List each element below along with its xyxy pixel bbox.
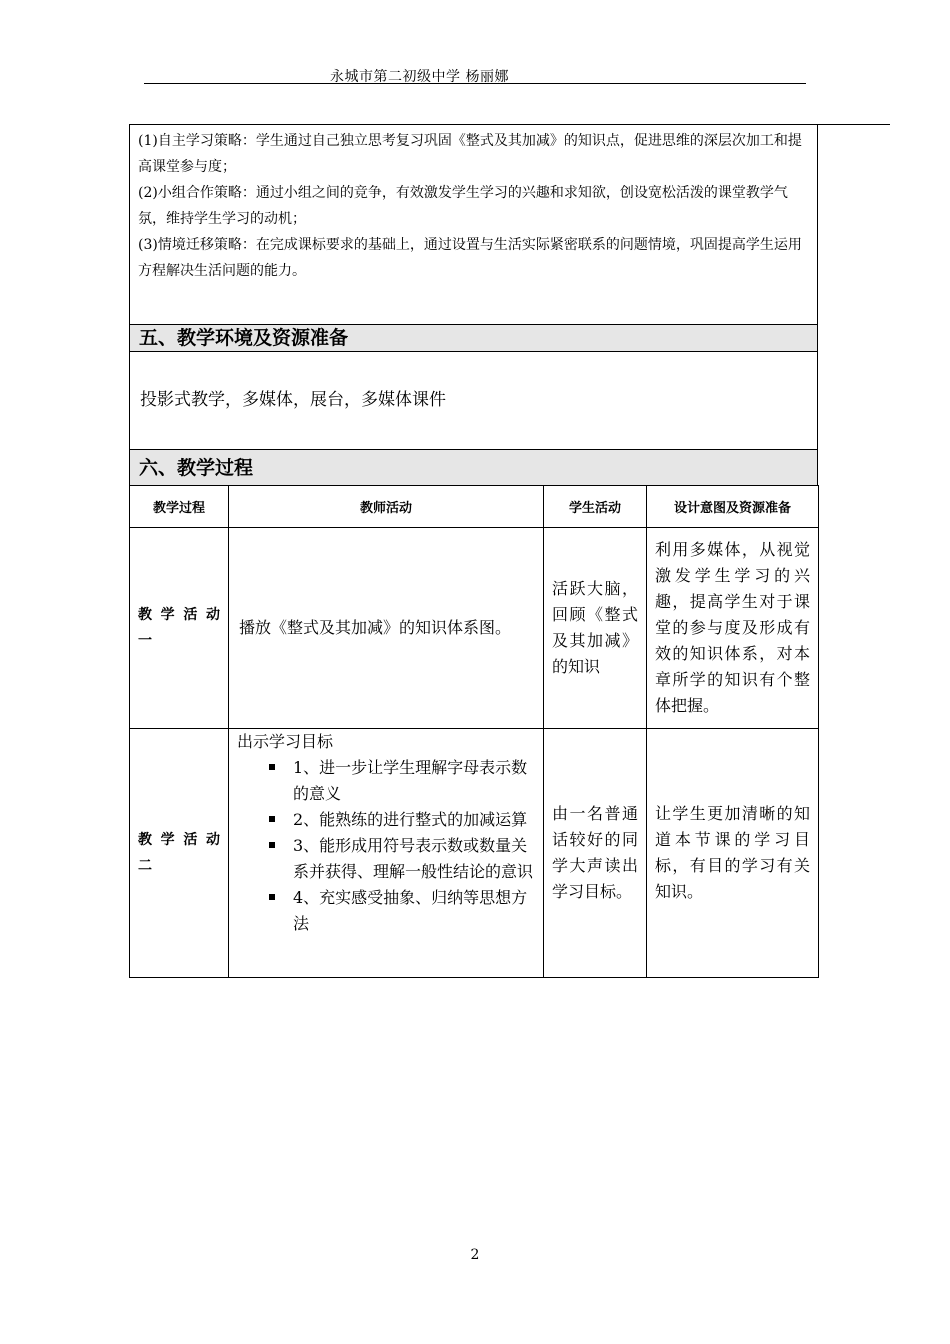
stage-label: 二: [138, 858, 152, 874]
column-header: 设计意图及资源准备: [647, 486, 819, 528]
goals-list: [237, 755, 535, 937]
student-activity: 由一名普通话较好的同学大声读出学习目标。: [544, 729, 647, 978]
bullet-icon: [269, 842, 275, 848]
stage-cell: [130, 729, 229, 978]
bullet-icon: [269, 764, 275, 770]
column-header: 教师活动: [229, 486, 544, 528]
student-activity: 活跃大脑，回顾《整式及其加减》的知识: [544, 528, 647, 729]
table-header-row: [130, 486, 819, 528]
bullet-icon: [269, 816, 275, 822]
column-header: 教学过程: [130, 486, 229, 528]
strategy-section: [130, 125, 817, 325]
content-frame: [129, 124, 818, 486]
table-row: [130, 729, 819, 978]
stage-label: 一: [138, 633, 152, 649]
page-number: 2: [470, 1247, 480, 1263]
stage-label: 教学活动: [138, 832, 220, 848]
stage-cell: [130, 528, 229, 729]
section5-title: 五、教学环境及资源准备: [130, 325, 817, 352]
header-rule: [144, 83, 806, 84]
stage-label: 教学活动: [138, 607, 220, 623]
teacher-activity: [229, 729, 544, 978]
list-item: 3、能形成用符号表示数或数量关系并获得、理解一般性结论的意识: [293, 833, 535, 885]
strategy-item: (2)小组合作策略：通过小组之间的竞争，有效激发学生学习的兴趣和求知欲，创设宽松活泼的课堂教学气氛，维持学生学习的动机；: [138, 185, 788, 227]
bullet-icon: [269, 894, 275, 900]
page-header: 永城市第二初级中学 杨丽娜: [330, 69, 509, 85]
list-item: 2、能熟练的进行整式的加减运算: [293, 807, 535, 833]
table-row: [130, 528, 819, 729]
process-table: [129, 485, 819, 978]
strategy-item: (3)情境迁移策略：在完成课标要求的基础上，通过设置与生活实际紧密联系的问题情境，巩固提高学生运用方程解决生活问题的能力。: [138, 237, 802, 279]
list-item: 4、充实感受抽象、归纳等思想方法: [293, 885, 535, 937]
design-intent: 让学生更加清晰的知道本节课的学习目标，有目的学习有关知识。: [647, 729, 819, 978]
teacher-activity: 播放《整式及其加减》的知识体系图。: [229, 528, 544, 729]
design-intent: 利用多媒体，从视觉激发学生学习的兴趣，提高学生对于课堂的参与度及形成有效的知识体系，对本章所学的知识有个整体把握。: [647, 528, 819, 729]
goals-title: 出示学习目标: [237, 732, 334, 751]
section6-title: 六、教学过程: [130, 450, 817, 486]
column-header: 学生活动: [544, 486, 647, 528]
divider: [818, 124, 890, 125]
strategy-item: (1)自主学习策略：学生通过自己独立思考复习巩固《整式及其加减》的知识点，促进思维的深层次加工和提高课堂参与度；: [138, 133, 802, 175]
section5-content: 投影式教学，多媒体，展台，多媒体课件: [130, 352, 817, 450]
list-item: 1、进一步让学生理解字母表示数的意义: [293, 755, 535, 807]
